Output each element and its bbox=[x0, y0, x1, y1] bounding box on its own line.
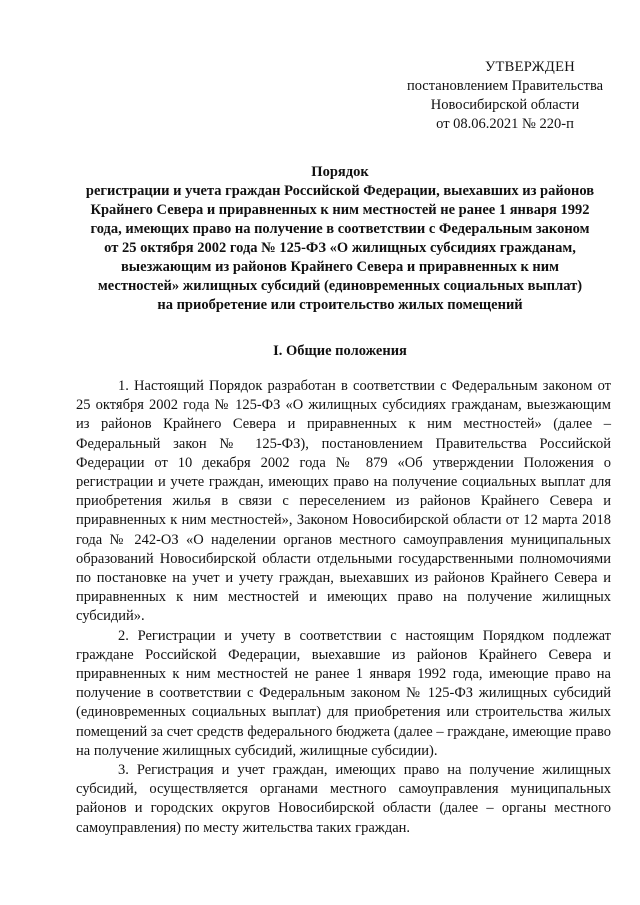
title-line-2: регистрации и учета граждан Российской Федерации, выехавших из районов bbox=[85, 183, 595, 199]
approval-line-2: Новосибирской области bbox=[430, 97, 580, 113]
title-line-5: от 25 октября 2002 года № 125-ФЗ «О жилищных субсидиях гражданам, bbox=[104, 240, 576, 256]
approval-line-3: от 08.06.2021 № 220-п bbox=[436, 116, 574, 132]
title-line-1: Порядок bbox=[311, 164, 369, 180]
approval-stamp bbox=[390, 58, 620, 134]
section-heading: I. Общие положения bbox=[273, 343, 407, 359]
paragraph-1: 1. Настоящий Порядок разработан в соответствии с Федеральным законом от 25 октября 2002 года № 125-ФЗ «О жилищных субсидиях гражданам, выезжающим из районов Крайнего Севера и приравненных к ним местностей» (далее – Федеральный закон № 125-ФЗ), постановлением Правительства Российской Федерации от 10 декабря 2002 года № 879 «Об утверждении Положения о регистрации и учете граждан, имеющих право на получение социальных выплат для приобретения жилья в связи с переселением из районов Крайнего Севера и приравненных к ним местностей», Законом Новосибирской области от 12 марта 2018 года № 242-ОЗ «О наделении органов местного самоуправления муниципальных образований Новосибирской области отдельными государственными полномочиями по постановке на учет и учету граждан, выехавших из районов Крайнего Севера и приравненных к ним местностей и имеющих право на получение жилищных субсидий». bbox=[76, 378, 611, 625]
title-line-4: года, имеющих право на получение в соответствии с Федеральным законом bbox=[90, 221, 590, 237]
document-body bbox=[76, 377, 611, 838]
title-line-3: Крайнего Севера и приравненных к ним местностей не ранее 1 января 1992 bbox=[90, 202, 590, 218]
title-line-8: на приобретение или строительство жилых помещений bbox=[157, 297, 523, 313]
approval-line-1: постановлением Правительства bbox=[406, 78, 604, 94]
title-line-7: местностей» жилищных субсидий (единовременных социальных выплат) bbox=[97, 278, 583, 294]
approval-heading: УТВЕРЖДЕН bbox=[484, 59, 576, 75]
paragraph-3: 3. Регистрация и учет граждан, имеющих право на получение жилищных субсидий, осуществляется органами местного самоуправления муниципальных районов и городских округов Новосибирской области (далее – органы местного самоуправления) по месту жительства таких граждан. bbox=[76, 762, 611, 836]
paragraph-2: 2. Регистрации и учету в соответствии с настоящим Порядком подлежат граждане Российской Федерации, выехавшие из районов Крайнего Севера и приравненных к ним местностей не ранее 1 января 1992 года, имеющие право на получение в соответствии с Федеральным законом № 125-ФЗ жилищных субсидий (единовременных социальных выплат) для приобретения или строительства жилых помещений за счет средств федерального бюджета (далее – граждане, имеющие право на получение жилищных субсидий, жилищные субсидии). bbox=[76, 627, 611, 759]
title-line-6: выезжающим из районов Крайнего Севера и приравненных к ним bbox=[120, 259, 560, 275]
document-title bbox=[60, 163, 620, 315]
